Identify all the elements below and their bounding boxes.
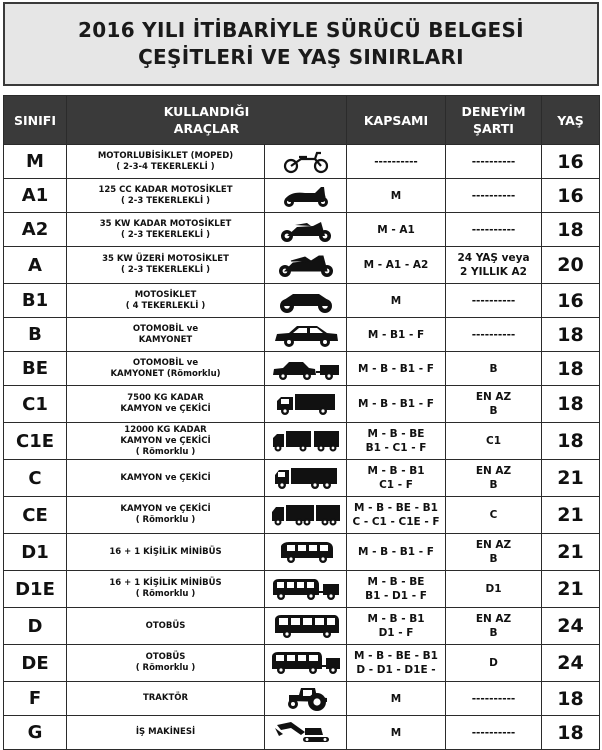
experience-cell [446,608,542,645]
age-limit: 24 [542,645,600,682]
scope-cell [347,716,446,750]
experience-line-1: EN AZ [475,391,512,403]
experience-cell [446,386,542,423]
age-limit: 20 [542,247,600,284]
table-row [4,460,600,497]
table-row [4,423,600,460]
vehicle-description [67,318,265,352]
experience-cell [446,534,542,571]
experience-cell [446,497,542,534]
scope-line-1: M - A1 [377,223,415,236]
scope-line-1: M - B - B1 - F [358,362,434,375]
license-class: A [4,247,67,284]
license-class: D [4,608,67,645]
experience-line-1: D [489,657,498,669]
experience-line-1: ---------- [471,189,516,202]
scope-line-2: C - C1 - C1E - F [352,516,440,528]
age-limit: 18 [542,318,600,352]
vehicle-line-1: 35 KW KADAR MOTOSİKLET [99,218,232,229]
scope-cell [347,352,446,386]
experience-cell [446,352,542,386]
vehicle-description [67,247,265,284]
scope-line-1: M - B - B1 [367,613,425,625]
scope-line-1: M - B - BE [367,576,425,588]
license-class: A1 [4,179,67,213]
vehicle-line-2: KAMYON ve ÇEKİCİ [120,435,211,446]
scope-line-2: B1 - D1 - F [365,590,427,602]
vehicle-description [67,179,265,213]
title-line-1: 2016 YILI İTİBARİYLE SÜRÜCÜ BELGESİ [78,18,524,42]
experience-line-2: 2 YILLIK A2 [460,266,527,278]
table-row [4,247,600,284]
scope-cell [347,386,446,423]
minibus-icon [265,534,347,571]
scope-cell [347,247,446,284]
scope-line-1: M [390,692,402,705]
header-kapsami: KAPSAMI [347,96,446,145]
scope-cell [347,497,446,534]
experience-line-2: B [489,553,498,565]
age-limit: 21 [542,534,600,571]
experience-line-1: EN AZ [475,465,512,477]
experience-line-1: B [489,362,498,375]
license-class: C [4,460,67,497]
scope-line-1: M - B - B1 - F [358,546,434,558]
age-limit: 16 [542,179,600,213]
license-class: B [4,318,67,352]
vehicle-line-1: OTOBÜS [145,620,186,631]
header-yas: YAŞ [542,96,600,145]
tractor-icon [265,682,347,716]
scooter-icon [265,179,347,213]
car-icon [265,318,347,352]
header-araclar [67,96,347,145]
vehicle-line-1: 12000 KG KADAR [124,424,207,435]
license-class: A2 [4,213,67,247]
vehicle-description [67,682,265,716]
experience-line-2: B [489,627,498,639]
vehicle-description [67,571,265,608]
scope-cell [347,423,446,460]
truck-icon [265,460,347,497]
table-row [4,571,600,608]
scope-line-1: M - B - B1 - F [358,398,434,410]
bus-trailer-icon [265,645,347,682]
age-limit: 16 [542,284,600,318]
vehicle-description [67,716,265,750]
license-class: B1 [4,284,67,318]
header-araclar-line-1: KULLANDIĞI [163,104,250,119]
vehicle-description [67,423,265,460]
experience-line-1: D1 [485,583,502,595]
vehicle-line-2: ( 2-3 TEKERLEKLİ ) [121,195,210,206]
vehicle-line-1: TRAKTÖR [142,693,189,703]
table-row [4,716,600,750]
table-row [4,608,600,645]
experience-line-1: ---------- [471,328,516,341]
age-limit: 18 [542,386,600,423]
vehicle-line-1: OTOMOBİL ve [132,323,199,334]
license-class: G [4,716,67,750]
experience-line-2: B [489,405,498,417]
heavy-truck-trailer-icon [265,497,347,534]
vehicle-line-1: OTOBÜS [145,652,186,662]
license-class: CE [4,497,67,534]
scope-cell [347,460,446,497]
scope-line-1: M - B1 - F [367,328,425,341]
vehicle-line-2: ( 4 TEKERLEKLİ ) [125,300,206,311]
scope-cell [347,318,446,352]
scope-line-1: M [390,294,402,307]
vehicle-line-1: 125 CC KADAR MOTOSİKLET [98,184,233,195]
vehicle-description [67,460,265,497]
vehicle-line-2: ( 2-3-4 TEKERLEKLİ ) [116,161,215,172]
license-table [3,95,600,750]
experience-cell [446,460,542,497]
vehicle-line-2: ( 2-3 TEKERLEKLİ ) [121,265,210,275]
vehicle-description [67,497,265,534]
experience-line-1: EN AZ [475,539,512,551]
small-truck-icon [265,386,347,423]
vehicle-line-1: MOTORLUBİSİKLET (MOPED) [97,150,234,161]
scope-cell [347,608,446,645]
experience-cell [446,247,542,284]
scope-cell [347,179,446,213]
vehicle-line-1: OTOMOBİL ve [132,357,199,368]
vehicle-line-2: KAMYONET (Römorklu) [110,368,221,379]
table-row [4,645,600,682]
vehicle-line-2: ( Römorklu ) [135,515,196,525]
experience-cell [446,213,542,247]
vehicle-line-1: İŞ MAKİNESİ [135,727,196,737]
header-row [4,96,600,145]
experience-line-1: ---------- [471,223,516,236]
age-limit: 18 [542,213,600,247]
scope-line-2: D - D1 - D1E - [356,664,436,676]
experience-cell [446,682,542,716]
age-limit: 21 [542,460,600,497]
vehicle-description [67,534,265,571]
scope-line-1: ---------- [374,155,418,168]
age-limit: 21 [542,497,600,534]
scope-cell [347,645,446,682]
license-class: C1 [4,386,67,423]
table-row [4,352,600,386]
vehicle-description [67,284,265,318]
table-row [4,386,600,423]
scope-cell [347,534,446,571]
age-limit: 18 [542,352,600,386]
vehicle-description [67,608,265,645]
experience-line-1: ---------- [471,294,516,307]
vehicle-line-1: 7500 KG KADAR [127,393,204,403]
license-class: DE [4,645,67,682]
vehicle-description [67,645,265,682]
table-row [4,497,600,534]
minibus-trailer-icon [265,571,347,608]
vehicle-description [67,213,265,247]
vehicle-line-1: KAMYON ve ÇEKİCİ [120,472,211,483]
vehicle-line-2: ( Römorklu ) [135,589,196,599]
age-limit: 18 [542,423,600,460]
scope-line-1: M [390,189,402,202]
experience-cell [446,423,542,460]
scope-line-1: M - A1 - A2 [363,259,429,271]
license-class: D1E [4,571,67,608]
vehicle-description [67,352,265,386]
experience-cell [446,571,542,608]
table-row [4,284,600,318]
table-row [4,682,600,716]
experience-line-1: C [489,509,498,521]
experience-cell [446,645,542,682]
vehicle-line-1: 16 + 1 KİŞİLİK MİNİBÜS [109,578,222,588]
table-row [4,179,600,213]
experience-cell [446,318,542,352]
vehicle-line-2: KAMYON ve ÇEKİCİ [120,404,211,414]
experience-line-1: C1 [485,435,501,447]
scope-line-2: B1 - C1 - F [365,442,427,454]
scope-line-1: M - B - BE - B1 [354,650,438,662]
vehicle-line-1: KAMYON ve ÇEKİCİ [120,504,211,514]
age-limit: 18 [542,716,600,750]
scope-line-2: D1 - F [378,627,414,639]
experience-line-1: ---------- [471,155,516,168]
header-deneyim-line-1: DENEYİM [461,104,526,119]
scope-line-1: M [390,726,402,739]
vehicle-line-2: ( 2-3 TEKERLEKLİ ) [121,229,210,240]
vehicle-line-1: MOTOSİKLET [134,289,197,300]
experience-cell [446,179,542,213]
scope-cell [347,145,446,179]
header-sinifi: SINIFI [4,96,67,145]
license-class: F [4,682,67,716]
motorcycle-icon [265,213,347,247]
page-title [3,2,599,86]
bus-icon [265,608,347,645]
table-row [4,213,600,247]
scope-line-2: C1 - F [379,479,413,491]
vehicle-line-3: ( Römorklu ) [135,446,196,457]
scope-cell [347,571,446,608]
scope-cell [347,284,446,318]
age-limit: 16 [542,145,600,179]
table-row [4,145,600,179]
experience-line-1: 24 YAŞ veya [457,252,530,264]
experience-line-1: ---------- [471,692,516,705]
vehicle-line-2: KAMYONET [138,334,193,345]
scope-line-1: M - B - BE - B1 [354,502,438,514]
header-araclar-line-2: ARAÇLAR [173,121,240,136]
scope-line-1: M - B - BE [367,428,425,440]
license-class: BE [4,352,67,386]
experience-cell [446,284,542,318]
age-limit: 21 [542,571,600,608]
vehicle-line-1: 16 + 1 KİŞİLİK MİNİBÜS [109,546,222,557]
experience-cell [446,716,542,750]
header-deneyim [446,96,542,145]
title-line-2: ÇEŞİTLERİ VE YAŞ SINIRLARI [138,45,464,69]
moped-icon [265,145,347,179]
table-row [4,318,600,352]
atv-icon [265,284,347,318]
experience-line-2: B [489,479,498,491]
scope-line-1: M - B - B1 [367,465,425,477]
experience-line-1: ---------- [471,726,516,739]
scope-cell [347,213,446,247]
scope-cell [347,682,446,716]
table-row [4,534,600,571]
license-class: C1E [4,423,67,460]
truck-trailer-icon [265,423,347,460]
age-limit: 24 [542,608,600,645]
license-class: M [4,145,67,179]
car-trailer-icon [265,352,347,386]
vehicle-line-2: ( Römorklu ) [135,663,196,673]
license-class: D1 [4,534,67,571]
vehicle-description [67,386,265,423]
experience-cell [446,145,542,179]
heavy-motorcycle-icon [265,247,347,284]
excavator-icon [265,716,347,750]
vehicle-line-1: 35 KW ÜZERİ MOTOSİKLET [102,254,229,264]
age-limit: 18 [542,682,600,716]
header-deneyim-line-2: ŞARTI [473,121,514,136]
vehicle-description [67,145,265,179]
table-body [4,145,600,750]
experience-line-1: EN AZ [475,613,512,625]
